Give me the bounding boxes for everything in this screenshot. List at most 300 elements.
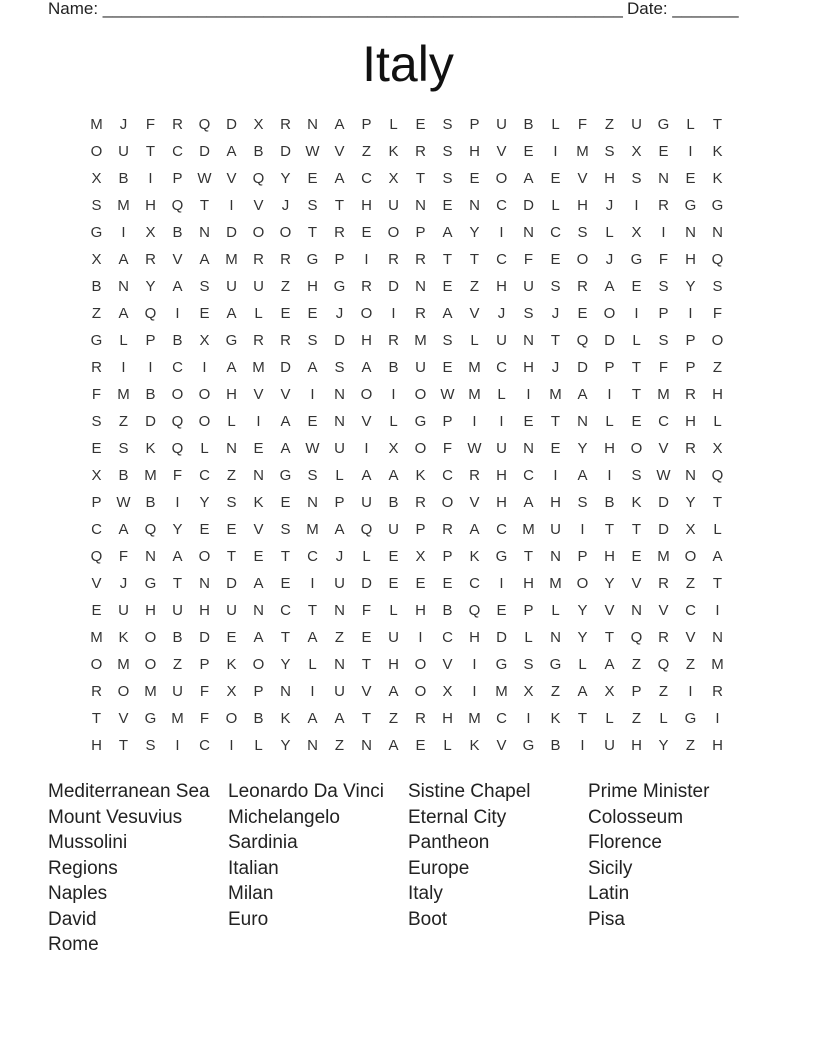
grid-letter: H: [226, 386, 237, 403]
grid-letter: I: [634, 305, 639, 322]
grid-letter: A: [280, 440, 291, 457]
grid-letter: E: [523, 143, 534, 160]
grid-letter: L: [551, 116, 560, 133]
grid-letter: E: [307, 170, 318, 187]
grid-letter: H: [523, 575, 534, 592]
grid-letter: A: [577, 386, 588, 403]
grid-letter: E: [280, 575, 291, 592]
grid-letter: W: [116, 494, 131, 511]
word-list-item: Italy: [408, 883, 443, 904]
grid-letter: A: [334, 710, 345, 727]
grid-letter: V: [577, 170, 588, 187]
grid-letter: I: [472, 656, 477, 673]
grid-letter: H: [712, 386, 723, 403]
word-list-item: Florence: [588, 832, 662, 853]
grid-letter: A: [388, 737, 399, 754]
grid-letter: L: [713, 413, 722, 430]
word-list-item: Euro: [228, 908, 269, 930]
grid-letter: M: [576, 143, 589, 160]
word-list-item: Leonardo Da Vinci: [228, 781, 384, 802]
grid-letter: R: [685, 386, 696, 403]
date-field[interactable]: Date: _______: [627, 0, 739, 18]
grid-letter: B: [91, 278, 102, 295]
grid-letter: U: [334, 575, 345, 592]
grid-letter: H: [91, 737, 102, 754]
grid-letter: S: [91, 197, 102, 214]
grid-letter: M: [117, 656, 130, 673]
grid-letter: H: [361, 197, 372, 214]
grid-letter: T: [280, 629, 291, 646]
grid-letter: C: [199, 467, 210, 484]
grid-letter: X: [631, 224, 642, 241]
grid-letter: I: [175, 737, 180, 754]
grid-letter: U: [604, 737, 615, 754]
grid-letter: X: [91, 170, 102, 187]
grid-letter: Y: [280, 656, 291, 673]
grid-letter: N: [712, 629, 723, 646]
grid-letter: P: [685, 359, 696, 376]
grid-letter: G: [522, 737, 535, 754]
grid-letter: X: [523, 683, 534, 700]
grid-letter: D: [361, 575, 372, 592]
grid-letter: Z: [91, 305, 102, 322]
grid-letter: A: [361, 359, 372, 376]
word-list-item: Mussolini: [48, 832, 128, 853]
grid-letter: L: [551, 197, 560, 214]
grid-letter: L: [632, 332, 641, 349]
grid-letter: E: [199, 521, 210, 538]
word-list-item: Sistine Chapel: [408, 781, 531, 802]
grid-letter: B: [388, 359, 399, 376]
word-list-item: Pisa: [588, 908, 625, 930]
grid-letter: E: [442, 278, 453, 295]
grid-letter: P: [604, 359, 615, 376]
grid-letter: S: [307, 467, 318, 484]
grid-letter: N: [253, 467, 264, 484]
grid-row: [83, 327, 731, 354]
grid-letter: E: [469, 170, 480, 187]
grid-letter: O: [711, 332, 724, 349]
grid-letter: F: [577, 116, 588, 133]
grid-letter: M: [657, 386, 670, 403]
grid-letter: X: [91, 251, 102, 268]
grid-letter: M: [306, 521, 319, 538]
grid-letter: Y: [577, 629, 588, 646]
grid-letter: Y: [145, 278, 156, 295]
grid-row: [83, 300, 731, 327]
grid-letter: T: [631, 521, 642, 538]
grid-letter: C: [172, 143, 183, 160]
grid-letter: W: [305, 143, 320, 160]
grid-letter: K: [469, 737, 480, 754]
grid-letter: V: [91, 575, 102, 592]
grid-letter: L: [389, 413, 398, 430]
grid-letter: R: [334, 224, 345, 241]
grid-letter: O: [684, 548, 697, 565]
grid-row: [83, 516, 731, 543]
grid-letter: Z: [550, 683, 561, 700]
grid-letter: U: [226, 278, 237, 295]
grid-letter: T: [307, 602, 318, 619]
grid-letter: X: [604, 683, 615, 700]
grid-letter: Z: [604, 116, 615, 133]
word-list-item: Boot: [408, 908, 448, 930]
grid-letter: M: [117, 197, 130, 214]
grid-letter: S: [550, 278, 561, 295]
grid-letter: L: [308, 656, 317, 673]
grid-letter: D: [199, 143, 210, 160]
grid-letter: T: [631, 359, 642, 376]
grid-letter: T: [361, 656, 372, 673]
grid-row: [83, 381, 731, 408]
grid-letter: O: [441, 494, 454, 511]
grid-letter: F: [658, 251, 669, 268]
grid-letter: K: [388, 143, 399, 160]
word-list-item: Mount Vesuvius: [48, 806, 183, 828]
grid-letter: A: [577, 467, 588, 484]
grid-letter: R: [415, 251, 426, 268]
grid-letter: T: [145, 143, 156, 160]
grid-letter: B: [172, 332, 183, 349]
grid-letter: B: [550, 737, 561, 754]
grid-letter: I: [175, 494, 180, 511]
grid-letter: G: [144, 710, 157, 727]
grid-letter: A: [307, 629, 318, 646]
grid-letter: Z: [280, 278, 291, 295]
grid-letter: C: [685, 602, 696, 619]
grid-letter: D: [388, 278, 399, 295]
grid-letter: H: [685, 413, 696, 430]
grid-letter: A: [604, 656, 615, 673]
grid-letter: P: [442, 413, 453, 430]
grid-letter: K: [631, 494, 642, 511]
grid-letter: L: [389, 602, 398, 619]
grid-letter: O: [576, 251, 589, 268]
grid-letter: B: [523, 116, 534, 133]
grid-letter: C: [496, 521, 507, 538]
grid-letter: V: [118, 710, 129, 727]
grid-letter: A: [172, 548, 183, 565]
grid-letter: O: [171, 386, 184, 403]
grid-letter: T: [415, 170, 426, 187]
grid-letter: R: [658, 629, 669, 646]
grid-letter: S: [604, 143, 615, 160]
grid-letter: T: [631, 386, 642, 403]
grid-row: [83, 138, 731, 165]
grid-letter: A: [226, 143, 237, 160]
grid-letter: Y: [199, 494, 210, 511]
grid-letter: Q: [711, 251, 724, 268]
grid-letter: Y: [280, 170, 291, 187]
grid-letter: I: [148, 359, 153, 376]
grid-letter: F: [118, 548, 129, 565]
grid-letter: H: [199, 602, 210, 619]
name-field[interactable]: Name: _______________________________________________________: [48, 0, 623, 18]
word-list-item: Latin: [588, 883, 630, 904]
grid-letter: O: [117, 683, 130, 700]
grid-letter: S: [712, 278, 723, 295]
grid-letter: R: [280, 332, 291, 349]
grid-letter: Z: [226, 467, 237, 484]
grid-letter: W: [197, 170, 212, 187]
letter-grid: [83, 111, 731, 759]
grid-letter: A: [577, 683, 588, 700]
grid-row: [83, 489, 731, 516]
grid-letter: I: [229, 197, 234, 214]
grid-letter: N: [523, 332, 534, 349]
grid-letter: L: [605, 224, 614, 241]
grid-letter: D: [334, 332, 345, 349]
grid-letter: M: [522, 521, 535, 538]
grid-letter: H: [415, 602, 426, 619]
grid-letter: I: [472, 413, 477, 430]
grid-letter: V: [361, 683, 372, 700]
grid-letter: R: [253, 251, 264, 268]
grid-letter: Q: [171, 197, 184, 214]
grid-letter: V: [334, 143, 345, 160]
grid-letter: E: [550, 170, 561, 187]
grid-letter: B: [253, 710, 264, 727]
grid-letter: K: [415, 467, 426, 484]
grid-letter: P: [658, 305, 669, 322]
grid-letter: X: [388, 170, 399, 187]
grid-letter: C: [469, 575, 480, 592]
grid-letter: L: [200, 440, 209, 457]
grid-letter: Q: [144, 521, 157, 538]
grid-letter: T: [361, 710, 372, 727]
grid-letter: S: [280, 521, 291, 538]
grid-letter: T: [604, 629, 615, 646]
grid-letter: Q: [468, 602, 481, 619]
grid-row: [83, 732, 731, 759]
grid-letter: V: [253, 386, 264, 403]
grid-letter: Q: [171, 440, 184, 457]
grid-letter: T: [172, 575, 183, 592]
grid-letter: P: [415, 224, 426, 241]
grid-letter: Q: [171, 413, 184, 430]
grid-letter: P: [199, 656, 210, 673]
grid-letter: B: [118, 467, 129, 484]
grid-letter: I: [418, 629, 423, 646]
grid-letter: R: [415, 710, 426, 727]
grid-letter: E: [631, 548, 642, 565]
grid-letter: N: [307, 116, 318, 133]
grid-letter: V: [469, 305, 480, 322]
grid-letter: L: [605, 710, 614, 727]
grid-letter: Y: [280, 737, 291, 754]
grid-letter: N: [415, 197, 426, 214]
grid-letter: U: [172, 602, 183, 619]
grid-letter: P: [145, 332, 156, 349]
grid-letter: L: [335, 467, 344, 484]
word-list-item: Sardinia: [228, 832, 298, 853]
grid-letter: U: [388, 629, 399, 646]
grid-letter: G: [684, 197, 697, 214]
word-list-item: David: [48, 908, 97, 930]
grid-letter: K: [550, 710, 561, 727]
grid-letter: R: [658, 575, 669, 592]
grid-letter: W: [305, 440, 320, 457]
grid-row: [83, 570, 731, 597]
grid-letter: P: [631, 683, 642, 700]
grid-letter: K: [712, 170, 723, 187]
grid-letter: U: [253, 278, 264, 295]
grid-row: [83, 219, 731, 246]
grid-letter: Q: [711, 467, 724, 484]
grid-letter: J: [119, 575, 128, 592]
grid-letter: B: [604, 494, 615, 511]
grid-letter: Z: [334, 629, 345, 646]
grid-letter: X: [199, 332, 210, 349]
grid-letter: T: [91, 710, 102, 727]
grid-letter: N: [226, 440, 237, 457]
grid-letter: X: [631, 143, 642, 160]
grid-letter: P: [361, 116, 372, 133]
grid-letter: N: [523, 440, 534, 457]
grid-letter: Y: [172, 521, 183, 538]
grid-letter: L: [227, 413, 236, 430]
grid-letter: G: [711, 197, 724, 214]
grid-letter: D: [145, 413, 156, 430]
grid-letter: X: [415, 548, 426, 565]
grid-letter: O: [603, 305, 616, 322]
grid-letter: T: [550, 332, 561, 349]
grid-letter: A: [307, 359, 318, 376]
grid-letter: Y: [685, 278, 696, 295]
grid-letter: T: [577, 710, 588, 727]
grid-letter: D: [523, 197, 534, 214]
word-list-item: Europe: [408, 857, 470, 879]
grid-letter: N: [334, 602, 345, 619]
grid-letter: M: [225, 251, 238, 268]
grid-letter: E: [442, 359, 453, 376]
grid-letter: P: [334, 494, 345, 511]
grid-letter: O: [387, 224, 400, 241]
grid-letter: U: [415, 359, 426, 376]
grid-letter: H: [442, 710, 453, 727]
grid-letter: N: [550, 548, 561, 565]
grid-letter: J: [281, 197, 290, 214]
grid-letter: M: [144, 683, 157, 700]
grid-letter: Z: [712, 359, 723, 376]
grid-letter: M: [468, 710, 481, 727]
grid-letter: O: [414, 440, 427, 457]
grid-letter: S: [118, 440, 129, 457]
grid-letter: U: [496, 440, 507, 457]
grid-letter: H: [577, 197, 588, 214]
grid-letter: D: [577, 359, 588, 376]
grid-letter: Z: [469, 278, 480, 295]
grid-letter: J: [335, 548, 344, 565]
grid-letter: E: [280, 305, 291, 322]
grid-letter: I: [256, 413, 261, 430]
grid-letter: I: [526, 710, 531, 727]
grid-letter: I: [229, 737, 234, 754]
grid-letter: Y: [577, 602, 588, 619]
word-list-item: Sicily: [588, 857, 633, 879]
grid-letter: T: [712, 116, 723, 133]
grid-letter: J: [119, 116, 128, 133]
grid-letter: A: [118, 251, 129, 268]
grid-letter: B: [145, 386, 156, 403]
grid-letter: M: [90, 116, 103, 133]
grid-letter: M: [144, 467, 157, 484]
grid-letter: D: [658, 494, 669, 511]
grid-letter: U: [388, 197, 399, 214]
grid-letter: M: [90, 629, 103, 646]
grid-letter: P: [334, 251, 345, 268]
grid-row: [83, 354, 731, 381]
grid-letter: K: [226, 656, 237, 673]
grid-letter: L: [524, 629, 533, 646]
grid-letter: Y: [658, 737, 669, 754]
grid-letter: R: [712, 683, 723, 700]
grid-letter: V: [496, 737, 507, 754]
grid-letter: O: [576, 575, 589, 592]
grid-letter: A: [388, 467, 399, 484]
word-list-item: Colosseum: [588, 806, 684, 828]
grid-letter: R: [361, 278, 372, 295]
grid-letter: Q: [252, 170, 265, 187]
grid-letter: F: [442, 440, 453, 457]
grid-letter: I: [310, 575, 315, 592]
grid-letter: I: [391, 305, 396, 322]
grid-letter: I: [661, 224, 666, 241]
grid-letter: O: [252, 224, 265, 241]
grid-letter: O: [414, 683, 427, 700]
grid-letter: E: [442, 197, 453, 214]
grid-letter: S: [307, 197, 318, 214]
grid-letter: C: [523, 467, 534, 484]
grid-letter: F: [199, 683, 210, 700]
grid-letter: P: [577, 548, 588, 565]
grid-letter: N: [550, 629, 561, 646]
grid-letter: R: [685, 440, 696, 457]
grid-letter: R: [253, 332, 264, 349]
grid-letter: N: [280, 683, 291, 700]
grid-letter: U: [118, 143, 129, 160]
grid-letter: D: [226, 575, 237, 592]
grid-letter: A: [118, 521, 129, 538]
grid-letter: E: [523, 413, 534, 430]
word-list-item: Pantheon: [408, 832, 490, 853]
grid-letter: E: [496, 602, 507, 619]
grid-letter: P: [172, 170, 183, 187]
grid-letter: H: [145, 602, 156, 619]
grid-letter: G: [684, 710, 697, 727]
grid-letter: E: [199, 305, 210, 322]
grid-letter: S: [577, 494, 588, 511]
grid-letter: T: [334, 197, 345, 214]
grid-letter: E: [415, 575, 426, 592]
grid-letter: O: [495, 170, 508, 187]
grid-letter: O: [360, 386, 373, 403]
grid-letter: A: [442, 224, 453, 241]
grid-letter: S: [442, 116, 453, 133]
grid-letter: L: [659, 710, 668, 727]
grid-letter: N: [685, 467, 696, 484]
grid-letter: V: [253, 521, 264, 538]
grid-letter: G: [495, 548, 508, 565]
grid-letter: R: [172, 116, 183, 133]
grid-letter: A: [523, 170, 534, 187]
grid-letter: O: [360, 305, 373, 322]
grid-letter: Z: [685, 737, 696, 754]
grid-letter: T: [550, 413, 561, 430]
grid-letter: R: [442, 521, 453, 538]
grid-letter: I: [715, 710, 720, 727]
grid-letter: F: [91, 386, 102, 403]
